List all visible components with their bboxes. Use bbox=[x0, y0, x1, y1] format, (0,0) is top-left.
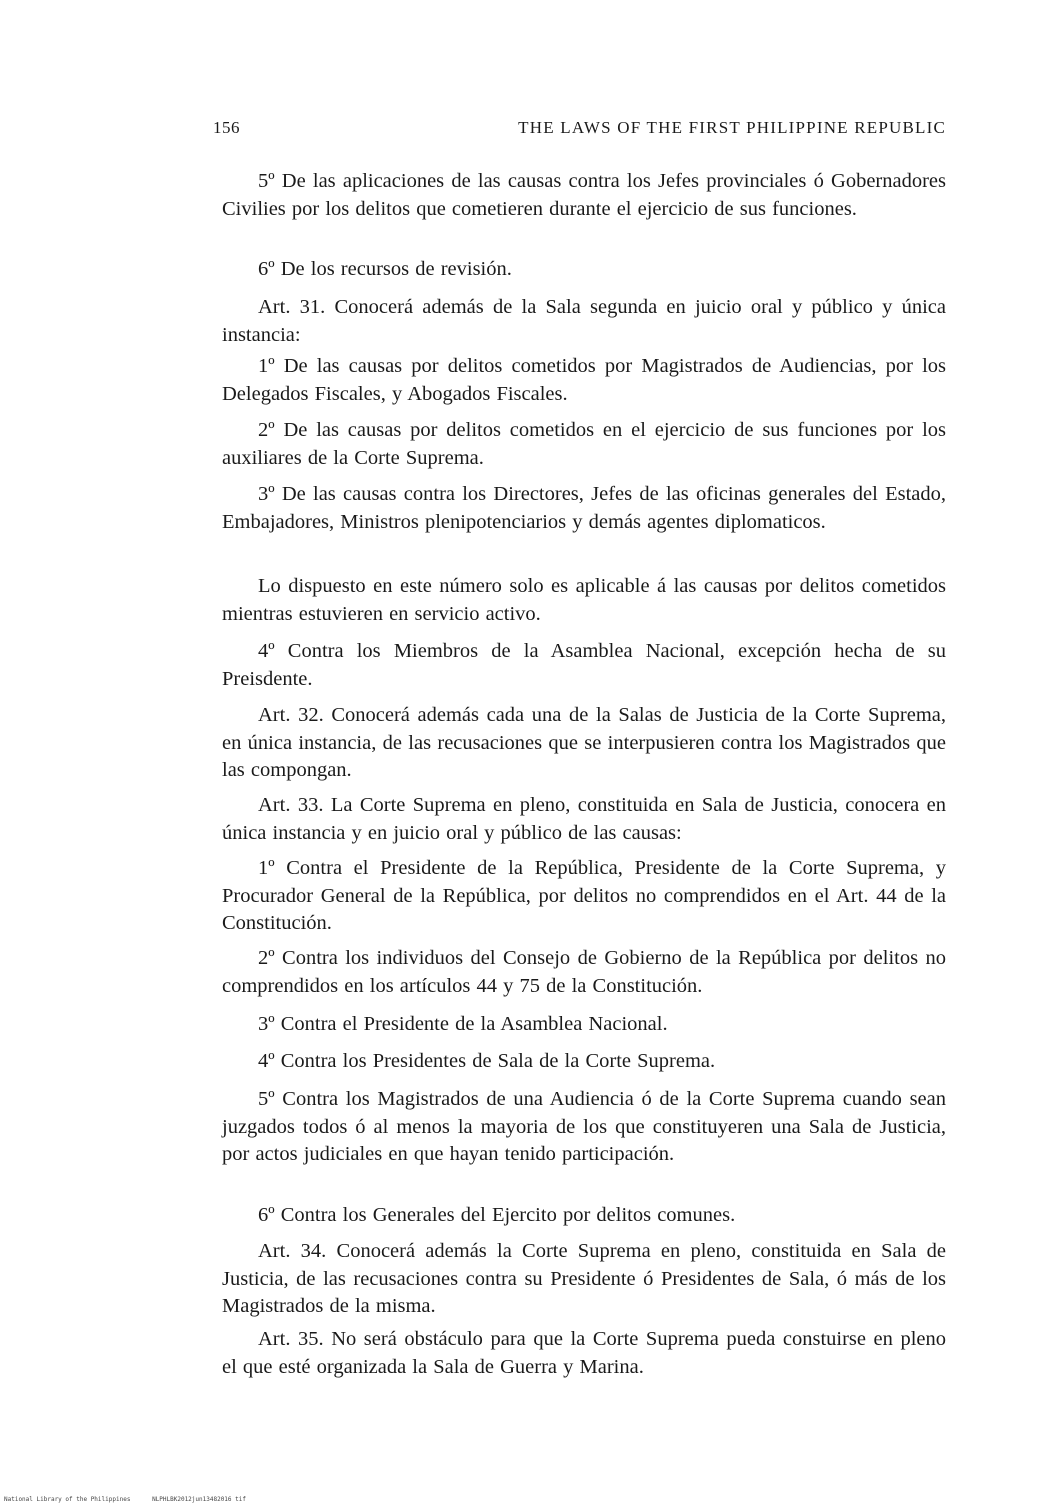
paragraph-art-31-item-2: 2º De las causas por delitos cometidos en el ejercicio de sus funciones por los auxiliares de la Corte Suprema. bbox=[222, 419, 946, 469]
paragraph-art-31-note: Lo dispuesto en este número solo es aplicable á las causas por delitos cometidos mientras estuvieren en servicio activo. bbox=[222, 575, 946, 625]
paragraph-item-5: 5º De las aplicaciones de las causas contra los Jefes provinciales ó Gobernadores Civilies por los delitos que cometieren durante el ejercicio de sus funciones. bbox=[222, 170, 946, 220]
paragraph-art-33-item-5: 5º Contra los Magistrados de una Audiencia ó de la Corte Suprema cuando sean juzgados todos ó al menos la mayoria de los que constituyeren una Sala de Justicia, por actos judiciales en que hayan tenido participación. bbox=[222, 1088, 946, 1165]
paragraph-art-33: Art. 33. La Corte Suprema en pleno, constituida en Sala de Justicia, conocera en única instancia y en juicio oral y público de las causas: bbox=[222, 794, 946, 844]
page-header bbox=[213, 118, 946, 144]
paragraph-art-31-item-4: 4º Contra los Miembros de la Asamblea Nacional, excepción hecha de su Preisdente. bbox=[222, 640, 946, 690]
footer-file-id: NLPHLBK2012jun13482016 tif bbox=[152, 1496, 246, 1503]
running-head: THE LAWS OF THE FIRST PHILIPPINE REPUBLIC bbox=[518, 118, 946, 137]
paragraph-art-33-item-6: 6º Contra los Generales del Ejercito por delitos comunes. bbox=[258, 1204, 736, 1226]
footer-source: National Library of the Philippines bbox=[4, 1496, 131, 1503]
paragraph-art-33-item-2: 2º Contra los individuos del Consejo de Gobierno de la República por delitos no comprendidos en los artículos 44 y 75 de la Constitución. bbox=[222, 947, 946, 997]
scan-footer bbox=[4, 1496, 246, 1503]
paragraph-art-31-item-3: 3º De las causas contra los Directores, Jefes de las oficinas generales del Estado, Embajadores, Ministros plenipotenciarios y demás agentes diplomaticos. bbox=[222, 483, 946, 533]
paragraph-art-31-item-1: 1º De las causas por delitos cometidos por Magistrados de Audiencias, por los Delegados Fiscales, y Abogados Fiscales. bbox=[222, 355, 946, 405]
paragraph-art-35: Art. 35. No será obstáculo para que la Corte Suprema pueda constuirse en pleno el que esté organizada la Sala de Guerra y Marina. bbox=[222, 1328, 946, 1378]
paragraph-art-31: Art. 31. Conocerá además de la Sala segunda en juicio oral y público y única instancia: bbox=[222, 296, 946, 346]
page-number: 156 bbox=[213, 118, 240, 137]
paragraph-art-33-item-4: 4º Contra los Presidentes de Sala de la Corte Suprema. bbox=[258, 1050, 716, 1072]
paragraph-art-33-item-3: 3º Contra el Presidente de la Asamblea Nacional. bbox=[258, 1013, 668, 1035]
paragraph-art-33-item-1: 1º Contra el Presidente de la República, Presidente de la Corte Suprema, y Procurador General de la República, por delitos no comprendidos en el Art. 44 de la Constitución. bbox=[222, 857, 946, 934]
paragraph-art-32: Art. 32. Conocerá además cada una de la Salas de Justicia de la Corte Suprema, en única instancia, de las recusaciones que se interpusieren contra los Magistrados que las compongan. bbox=[222, 704, 946, 781]
paragraph-art-34: Art. 34. Conocerá además la Corte Suprema en pleno, constituida en Sala de Justicia, de las recusaciones contra su Presidente ó Presidentes de Sala, ó más de los Magistrados de la misma. bbox=[222, 1240, 946, 1317]
paragraph-item-6: 6º De los recursos de revisión. bbox=[258, 258, 512, 280]
